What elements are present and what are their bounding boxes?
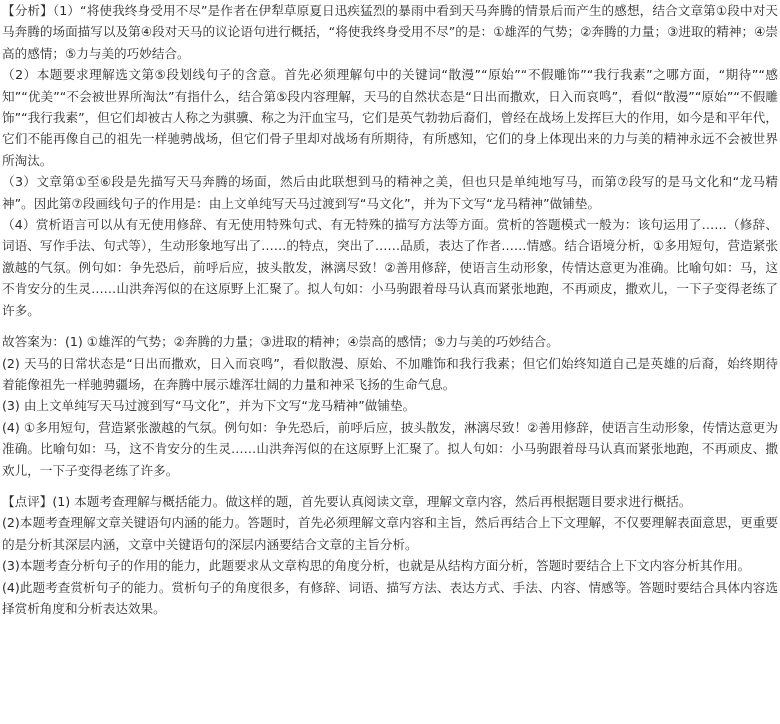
comment-section: [2, 491, 778, 619]
comment-paragraph-3: (3)本题考查分析句子的作用的能力，此题要求从文章构思的角度分析，也就是从结构方面分析，答题时要结合上下文内容分析其作用。: [2, 558, 751, 574]
section-gap: [2, 321, 778, 331]
analysis-paragraph-4: （4）赏析语言可以从有无使用修辞、有无使用特殊句式、有无特殊的描写方法等方面。赏析的答题模式一般为：该句运用了……（修辞、词语、写作手法、句式等），生动形象地写出了……的特点，突出了……品质，表达了作者……情感。结合语境分析，①多用短句，营造紧张激越的气氛。例句如：争先恐后，前呼后应，披头散发，淋漓尽致！②善用修辞，使语言生动形象，传情达意更为准确。比喻句如：马，这不肯安分的生灵……山洪奔泻似的在这原野上汇聚了。拟人句如：小马驹跟着母马认真而紧张地跑，不再顽皮，撒欢儿，一下子变得老练了许多。: [2, 217, 778, 318]
comment-paragraph-1: 【点评】(1) 本题考查理解与概括能力。做这样的题，首先要认真阅读文章，理解文章内容，然后再根据题目要求进行概括。: [2, 493, 692, 509]
analysis-paragraph-1: 【分析】（1）“将使我终身受用不尽”是作者在伊犁草原夏日迅疾猛烈的暴雨中看到天马奔腾的情景后而产生的感想，结合文章第①段中对天马奔腾的场面描写以及第④段对天马的议论语句进行概括，“将使我终身受用不尽”的是：①雄浑的气势；②奔腾的力量；③进取的精神；④崇高的感情；⑤力与美的巧妙结合。: [2, 3, 778, 61]
answer-paragraph-1: 故答案为：(1) ①雄浑的气势；②奔腾的力量；③进取的精神；④崇高的感情；⑤力与美的巧妙结合。: [2, 334, 559, 350]
section-gap: [2, 481, 778, 491]
answer-paragraph-3: (3) 由上文单纯写天马过渡到写“马文化”，并为下文写“龙马精神”做铺垫。: [2, 398, 416, 414]
analysis-section: [2, 0, 778, 321]
answer-paragraph-4: (4) ①多用短句，营造紧张激越的气氛。例句如：争先恐后，前呼后应，披头散发，淋漓尽致！②善用修辞，使语言生动形象，传情达意更为准确。比喻句如：马，这不肯安分的生灵……山洪奔泻似的在这原野上汇聚了。拟人句如：小马驹跟着母马认真而紧张地跑，不再顽皮、撒欢儿，一下子变得老练了许多。: [2, 419, 778, 478]
analysis-paragraph-2: （2）本题要求理解选文第⑤段划线句子的含意。首先必须理解句中的关键词“散漫”“原始”“不假雕饰”“我行我素”之哪方面，“期待”“感知”“优美”“不会被世界所淘汰”有指什么，结合第⑤段内容理解，天马的自然状态是“日出而撒欢，日入而哀鸣”，看似“散漫”“原始”“不假雕饰”“我行我素”，但它们却被古人称之为骐骥、称之为汗血宝马，它们是英气勃勃后裔们，曾经在战场上发挥巨大的作用，如今是和平年代，它们不能再像自己的祖先一样驰骋战场，但它们骨子里却对战场有所期待，有所感知，它们的身上体现出来的力与美的精神永远不会被世界所淘汰。: [2, 67, 778, 168]
answer-section: [2, 331, 778, 481]
analysis-paragraph-3: （3）文章第①至⑥段是先描写天马奔腾的场面，然后由此联想到马的精神之美，但也只是单纯地写马，而第⑦段写的是马文化和“龙马精神”。因此第⑦段画线句子的作用是：由上文单纯写天马过渡到写“马文化”，并为下文写“龙马精神”做铺垫。: [2, 174, 778, 211]
comment-paragraph-2: (2)本题考查理解文章关键语句内涵的能力。答题时，首先必须理解文章内容和主旨，然后再结合上下文理解，不仅要理解表面意思，更重要的是分析其深层内涵，文章中关键语句的深层内涵要结合文章的主旨分析。: [2, 515, 778, 552]
answer-paragraph-2: (2) 天马的日常状态是“日出而撒欢，日入而哀鸣”，看似散漫、原始、不加雕饰和我行我素；但它们始终知道自己是英雄的后裔，始终期待着能像祖先一样驰骋疆场，在奔腾中展示雄浑壮阔的力量和神采飞扬的生命气息。: [2, 355, 778, 392]
comment-paragraph-4: (4)此题考查赏析句子的能力。赏析句子的角度很多，有修辞、词语、描写方法、表达方式、手法、内容、情感等。答题时要结合具体内容选择赏析角度和分析表达效果。: [2, 579, 778, 616]
